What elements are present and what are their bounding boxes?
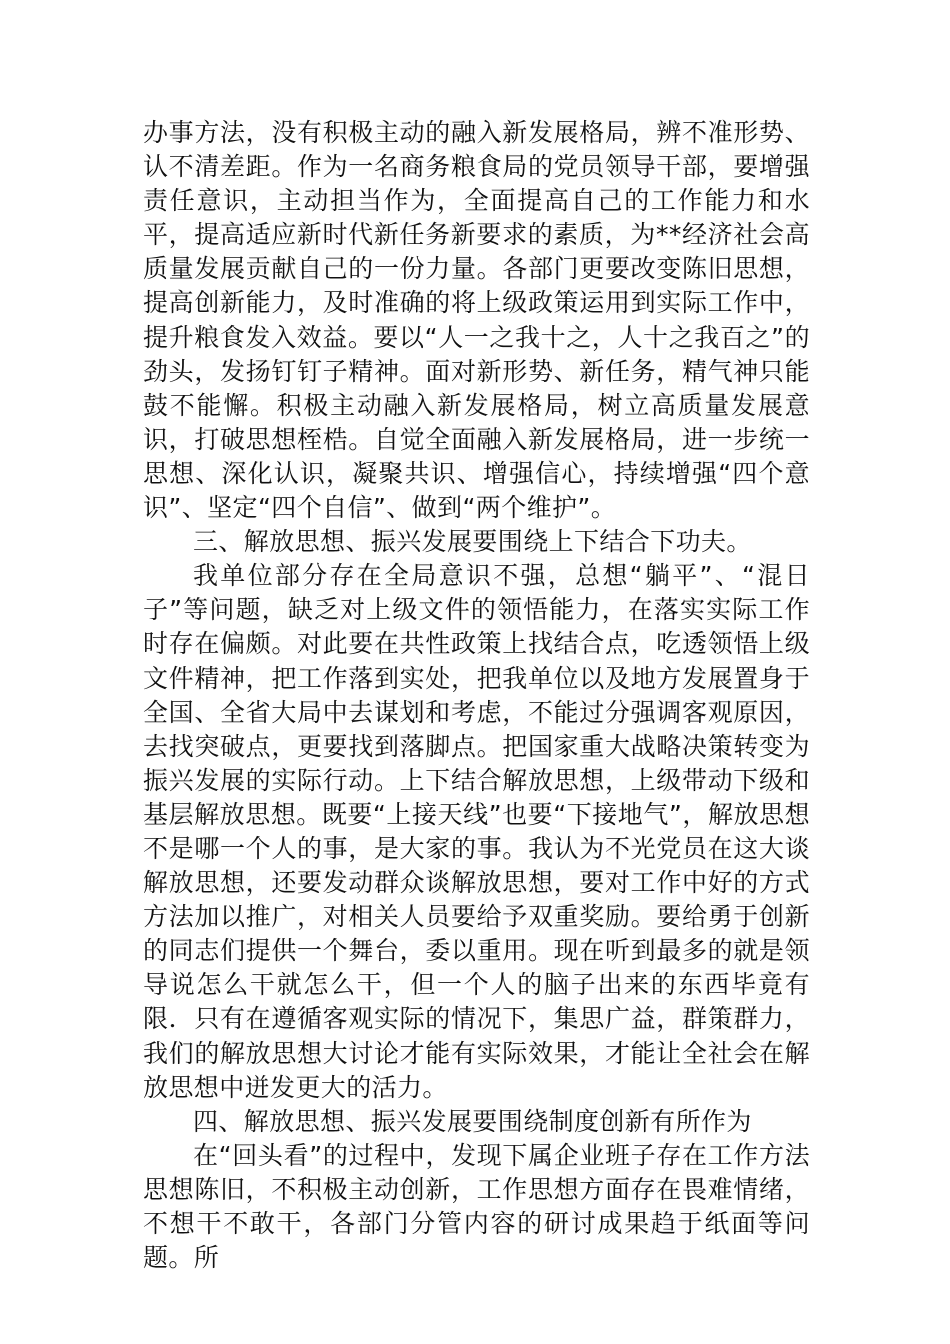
section-heading-3: 三、解放思想、振兴发展要围绕上下结合下功夫。	[193, 527, 752, 557]
body-paragraph-continued: 办事方法，没有积极主动的融入新发展格局，辨不准形势、认不清差距。作为一名商务粮食局的党员领导干部，要增强责任意识，主动担当作为，全面提高自己的工作能力和水平，提高适应新时代新任务新要求的素质，为**经济社会高质量发展贡献自己的一份力量。各部门更要改变陈旧思想，提高创新能力，及时准确的将上级政策运用到实际工作中，提升粮食发入效益。要以“人一之我十之，人十之我百之”的劲头，发扬钉钉子精神。面对新形势、新任务，精气神只能鼓不能懈。积极主动融入新发展格局，树立高质量发展意识，打破思想桎梏。自觉全面融入新发展格局，进一步统一思想、深化认识，凝聚共识、增强信心，持续增强“四个意识”、坚定“四个自信”、做到“两个维护”。	[143, 118, 810, 523]
document-body	[143, 116, 810, 1275]
section-heading-4: 四、解放思想、振兴发展要围绕制度创新有所作为	[193, 1106, 752, 1136]
body-paragraph: 在“回头看”的过程中，发现下属企业班子存在工作方法思想陈旧，不积极主动创新，工作思想方面存在畏难情绪，不想干不敢干，各部门分管内容的研讨成果趋于纸面等问题。所	[143, 1140, 810, 1273]
body-paragraph: 我单位部分存在全局意识不强，总想“躺平”、“混日子”等问题，缺乏对上级文件的领悟能力，在落实实际工作时存在偏颇。对此要在共性政策上找结合点，吃透领悟上级文件精神，把工作落到实处，把我单位以及地方发展置身于全国、全省大局中去谋划和考虑，不能过分强调客观原因，去找突破点，更要找到落脚点。把国家重大战略决策转变为振兴发展的实际行动。上下结合解放思想，上级带动下级和基层解放思想。既要“上接天线”也要“下接地气”，解放思想不是哪一个人的事，是大家的事。我认为不光党员在这大谈解放思想，还要发动群众谈解放思想，要对工作中好的方式方法加以推广，对相关人员要给予双重奖励。要给勇于创新的同志们提供一个舞台，委以重用。现在听到最多的就是领导说怎么干就怎么干，但一个人的脑子出来的东西毕竟有限．只有在遵循客观实际的情况下，集思广益，群策群力，我们的解放思想大讨论才能有实际效果，才能让全社会在解放思想中迸发更大的活力。	[143, 561, 810, 1102]
